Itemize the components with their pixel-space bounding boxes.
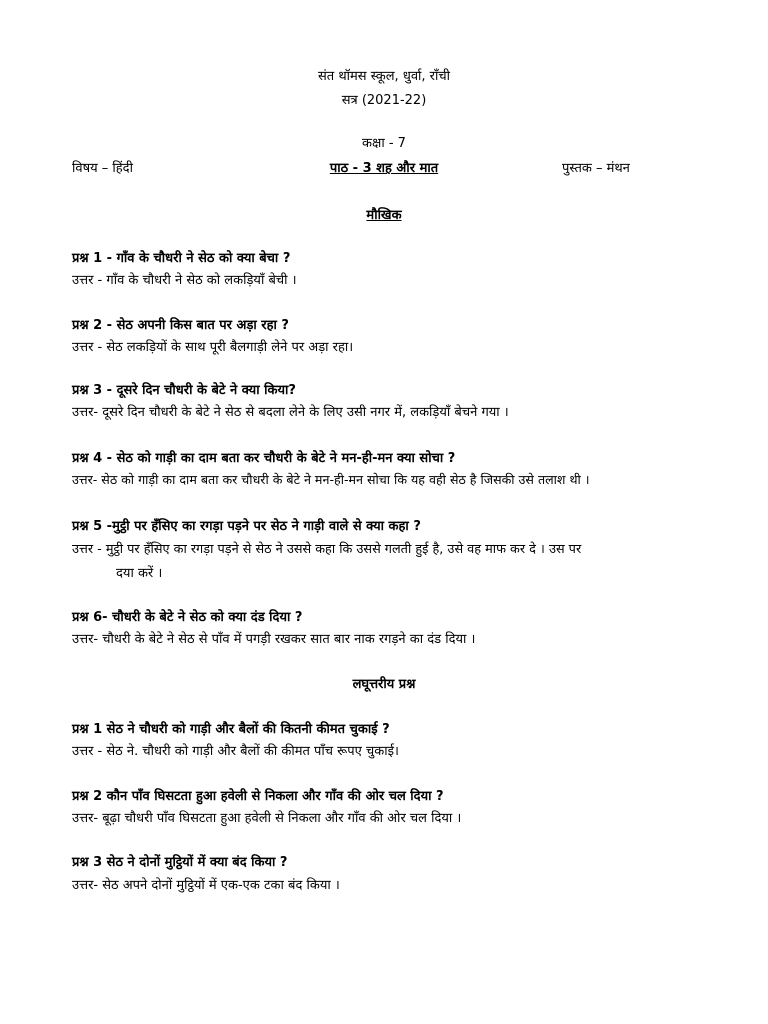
question-5: प्रश्न 5 -मुट्ठी पर हँसिए का रगड़ा पड़ने पर सेठ ने गाड़ी वाले से क्या कहा ? (72, 519, 421, 534)
short-question-2: प्रश्न 2 कौन पाँव घिसटता हुआ हवेली से निकला और गाँव की ओर चल दिया ? (72, 789, 444, 804)
question-3: प्रश्न 3 - दूसरे दिन चौधरी के बेटे ने क्या किया? (72, 383, 296, 398)
class-label: कक्षा - 7 (362, 136, 406, 151)
subject-label: विषय – हिंदी (72, 161, 133, 176)
short-question-3: प्रश्न 3 सेठ ने दोनों मुट्ठियों में क्या बंद किया ? (72, 855, 288, 870)
answer-5-continued: दया करें । (116, 566, 163, 581)
lesson-title: पाठ - 3 शह और मात (329, 161, 439, 176)
answer-1: उत्तर - गाँव के चौधरी ने सेठ को लकड़ियाँ बेची । (72, 273, 297, 288)
answer-6: उत्तर- चौधरी के बेटे ने सेठ से पाँव में पगड़ी रखकर सात बार नाक रगड़ने का दंड दिया । (72, 632, 476, 647)
school-name: संत थॉमस स्कूल, धुर्वा, राँची (318, 69, 450, 84)
short-answer-1: उत्तर - सेठ ने. चौधरी को गाड़ी और बैलों की कीमत पाँच रूपए चुकाई। (72, 744, 399, 759)
question-2: प्रश्न 2 - सेठ अपनी किस बात पर अड़ा रहा ? (72, 318, 289, 333)
short-answer-2: उत्तर- बूढ़ा चौधरी पाँव घिसटता हुआ हवेली से निकला और गाँव की ओर चल दिया । (72, 811, 462, 826)
question-4: प्रश्न 4 - सेठ को गाड़ी का दाम बता कर चौधरी के बेटे ने मन-ही-मन क्या सोचा ? (72, 451, 456, 466)
short-question-1: प्रश्न 1 सेठ ने चौधरी को गाड़ी और बैलों की कितनी कीमत चुकाई ? (72, 722, 390, 737)
question-6: प्रश्न 6- चौधरी के बेटे ने सेठ को क्या दंड दिया ? (72, 610, 303, 625)
answer-5: उत्तर - मुट्ठी पर हँसिए का रगड़ा पड़ने से सेठ ने उससे कहा कि उससे गलती हुई है, उसे वह माफ कर दे । उस पर (72, 542, 582, 557)
book-label: पुस्तक – मंथन (562, 161, 630, 176)
answer-4: उत्तर- सेठ को गाड़ी का दाम बता कर चौधरी के बेटे ने मन-ही-मन सोचा कि यह वही सेठ है जिसकी उसे तलाश थी । (72, 472, 590, 487)
question-1: प्रश्न 1 - गाँव के चौधरी ने सेठ को क्या बेचा ? (72, 251, 291, 266)
answer-2: उत्तर - सेठ लकड़ियों के साथ पूरी बैलगाड़ी लेने पर अड़ा रहा। (72, 340, 354, 355)
answer-3: उत्तर- दूसरे दिन चौधरी के बेटे ने सेठ से बदला लेने के लिए उसी नगर में, लकड़ियाँ बेचने गया । (72, 405, 509, 420)
section-title-oral: मौखिक (366, 208, 402, 223)
section-title-short: लघूत्तरीय प्रश्न (352, 677, 416, 692)
short-answer-3: उत्तर- सेठ अपने दोनों मुट्ठियों में एक-एक टका बंद किया । (72, 878, 340, 893)
session: सत्र (2021-22) (341, 93, 427, 108)
